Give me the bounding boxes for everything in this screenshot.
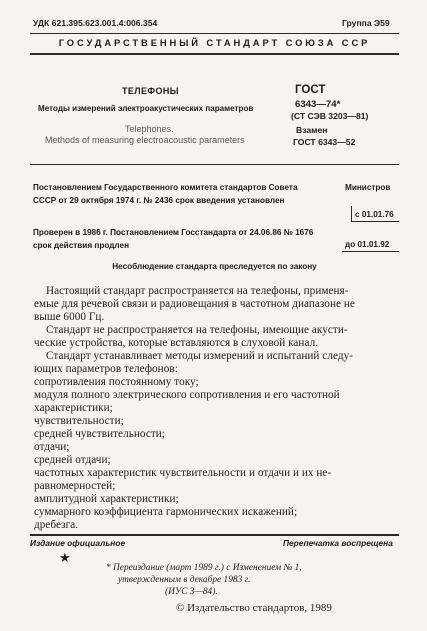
date-from-bracket [351,206,352,222]
decree-line-1: Постановлением Государственного комитета стандартов Совета [33,183,298,192]
footer-rule [30,534,399,536]
body-line: модуля полного электрического сопротивления и его частотной [34,389,340,401]
body-line: равномерностей; [34,480,116,492]
body-line: емые для речевой связи и радиовещания в частотном диапазоне не [34,298,355,310]
official-edition-label: Издание официальное [30,538,126,548]
document-subtitle: Методы измерений электроакустических параметров [38,104,254,113]
body-line: выше 6000 Гц. [34,311,105,323]
replaces-value: ГОСТ 6343—52 [293,137,356,147]
body-line: Стандарт не распространяется на телефоны, имеющие акусти- [46,324,348,336]
decree-line-1-right: Министров [345,183,391,192]
gost-label: ГОСТ [295,84,326,96]
st-sev-number: (СТ СЭВ 3203—81) [291,111,369,121]
subtitle-english: Methods of measuring electroacoustic parameters [45,135,245,145]
header-rule-bottom [30,53,399,55]
group-code: Группа Э59 [342,18,390,28]
date-effective-from: с 01.01.76 [355,210,394,219]
body-line: Настоящий стандарт распространяется на телефоны, применя- [46,285,349,297]
check-line-1: Проверен в 1986 г. Постановлением Госстандарта от 24.06.86 № 1676 [33,228,314,237]
date-to-underline [342,251,399,252]
udk-code: УДК 621.395.623.001.4:006.354 [33,18,158,28]
body-line: ющих параметров телефонов: [34,363,178,375]
body-line: дребезга. [34,519,79,531]
reissue-note-line-2: утвержденным в декабре 1983 г. [118,575,251,585]
body-line: средней отдачи; [34,454,111,466]
body-line: отдачи; [34,441,70,453]
gost-number: 6343—74* [295,99,341,110]
legal-warning: Несоблюдение стандарта преследуется по закону [112,262,317,271]
body-line: ческие устройства, которые вставляются в слуховой канал. [34,337,319,349]
standard-title: ГОСУДАРСТВЕННЫЙ СТАНДАРТ СОЮЗА ССР [58,37,371,48]
body-line: характеристики; [34,402,113,414]
header-rule-top [30,33,399,34]
decree-line-2: СССР от 29 октября 1974 г. № 2436 срок введения установлен [33,196,285,205]
body-line: средней чувствительности; [34,428,165,440]
star-icon: ★ [59,550,71,565]
date-from-underline [351,221,399,222]
body-line: амплитудной характеристики; [34,493,179,505]
body-line: частотных характеристик чувствительности и отдачи и их не- [34,467,332,479]
reprint-prohibited-label: Перепечатка воспрещена [283,538,393,548]
body-line: сопротивления постоянному току; [34,376,199,388]
body-line: Стандарт устанавливает методы измерений и испытаний следу- [46,350,353,362]
body-line: чувствительности; [34,415,124,427]
title-block-rule [30,164,399,165]
reissue-note-line-1: * Переиздание (март 1989 г.) с Изменением № 1, [106,563,302,573]
reissue-note-line-3: (ИУС 3—84). [165,587,218,597]
replaces-label: Взамен [296,125,328,135]
date-valid-until: до 01.01.92 [345,240,390,249]
title-english: Telephones. [125,124,174,134]
document-title: ТЕЛЕФОНЫ [122,86,180,96]
body-line: суммарного коэффициента гармонических искажений; [34,506,298,518]
check-line-2: срок действия продлен [33,241,130,250]
copyright-notice: © Издательство стандартов, 1989 [176,602,332,614]
